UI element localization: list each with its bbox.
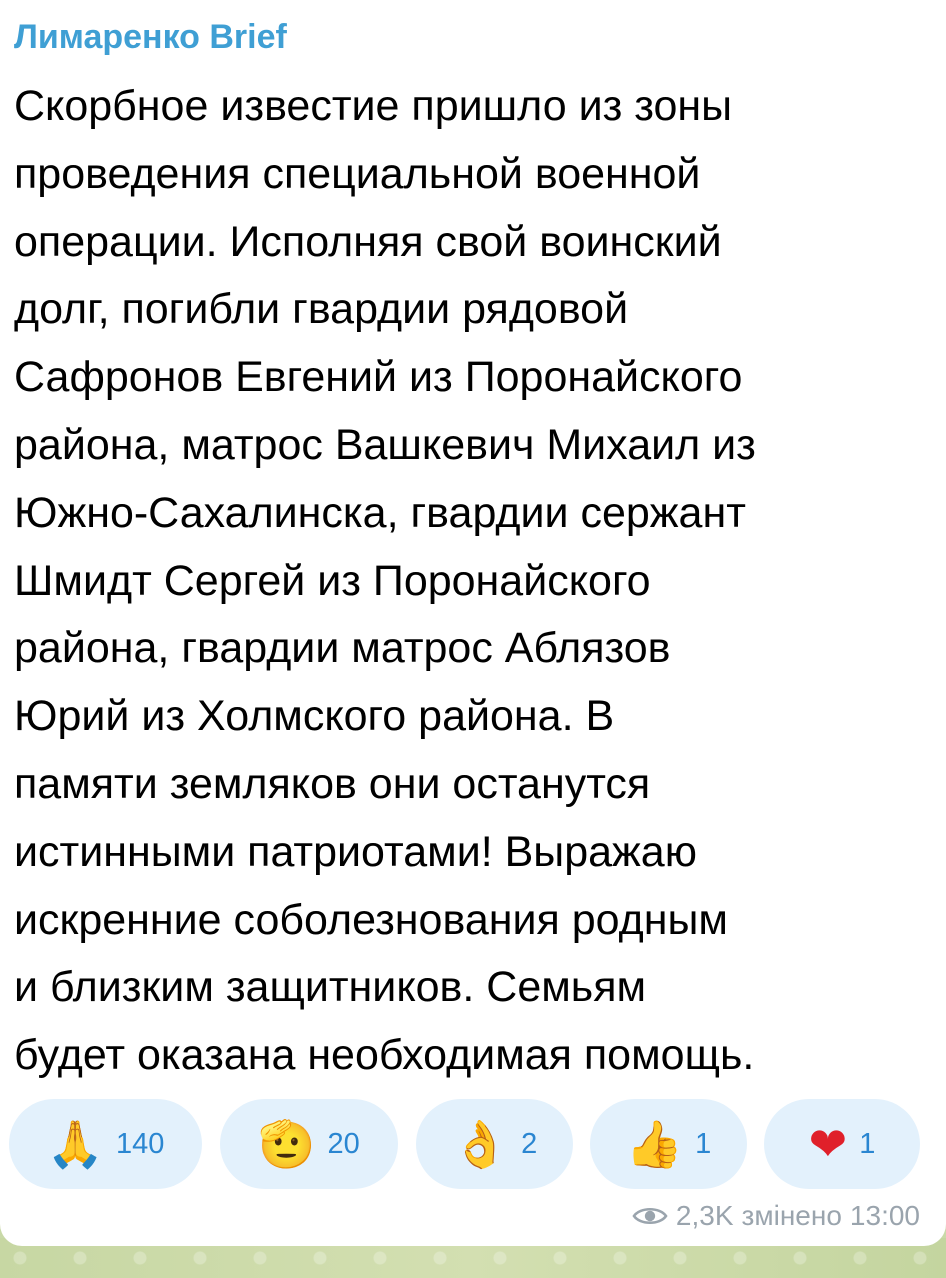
message-line: Южно-Сахалинска, гвардии сержант xyxy=(14,488,746,537)
message-line: будет оказана необходимая помощь. xyxy=(14,1031,755,1080)
message-line: проведения специальной военной xyxy=(14,149,701,198)
message-line: Юрий из Холмского района. В xyxy=(14,692,615,741)
reaction-red-heart[interactable] xyxy=(764,1099,920,1189)
message-line: операции. Исполняя свой воинский xyxy=(14,217,722,266)
message-line: района, гвардии матрос Аблязов xyxy=(14,624,671,673)
praying-hands-icon: 🙏 xyxy=(46,1117,104,1171)
saluting-face-icon: 🫡 xyxy=(258,1117,316,1171)
message-line: и близким защитников. Семьям xyxy=(14,963,647,1012)
message-line: памяти земляков они останутся xyxy=(14,759,651,808)
reaction-saluting-face[interactable] xyxy=(220,1099,398,1189)
reaction-praying-hands[interactable] xyxy=(9,1099,202,1189)
reaction-count: 140 xyxy=(115,1127,165,1160)
message-line: района, матрос Вашкевич Михаил из xyxy=(14,420,756,469)
red-heart-icon: ❤ xyxy=(808,1117,848,1171)
message-text xyxy=(14,73,934,1090)
message-meta xyxy=(632,1200,920,1232)
message-line: Сафронов Евгений из Поронайского xyxy=(14,353,743,402)
message-line: истинными патриотами! Выражаю xyxy=(14,827,697,876)
thumbs-up-icon: 👍 xyxy=(625,1117,684,1171)
message-line: Скорбное известие пришло из зоны xyxy=(14,82,733,130)
message-line: долг, погибли гвардии рядовой xyxy=(14,285,629,334)
edited-label: змінено xyxy=(741,1200,842,1231)
reaction-count: 1 xyxy=(859,1127,876,1160)
reaction-ok-hand[interactable] xyxy=(416,1099,573,1189)
eye-icon xyxy=(632,1204,668,1228)
channel-name[interactable]: Лимаренко Brief xyxy=(14,18,287,56)
message-time: 13:00 xyxy=(849,1200,920,1231)
message-line: Шмидт Сергей из Поронайского xyxy=(14,556,651,605)
reaction-thumbs-up[interactable] xyxy=(590,1099,747,1189)
reactions-bar xyxy=(0,1099,946,1191)
reaction-count: 20 xyxy=(327,1127,360,1160)
reaction-count: 1 xyxy=(695,1127,712,1160)
view-count: 2,3K xyxy=(675,1200,734,1231)
ok-hand-icon: 👌 xyxy=(451,1117,510,1171)
reaction-count: 2 xyxy=(521,1127,538,1160)
message-line: искренние соболезнования родным xyxy=(14,895,728,944)
